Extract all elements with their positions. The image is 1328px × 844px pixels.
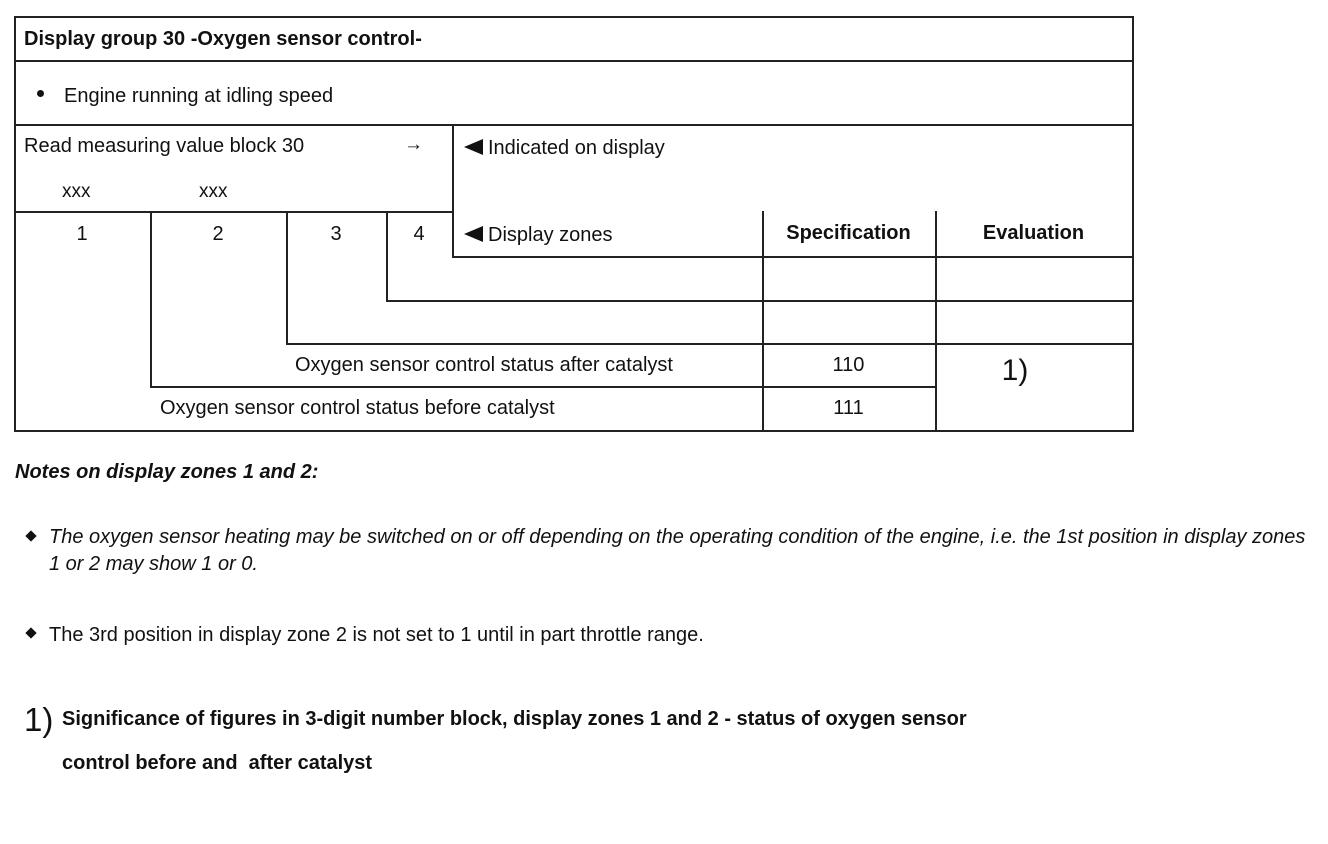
indicated-label: Indicated on display: [488, 137, 665, 159]
zone-4: 4: [413, 223, 425, 245]
right-arrow-icon: →: [404, 134, 423, 155]
zone-1: 1: [76, 223, 88, 245]
bullet-icon: [37, 90, 44, 97]
evaluation-header: Evaluation: [982, 222, 1085, 244]
left-triangle-icon: [464, 139, 483, 155]
table-title: Display group 30 -Oxygen sensor control-: [24, 28, 422, 50]
row-after-catalyst-label: Oxygen sensor control status after catalyst: [295, 354, 673, 376]
left-triangle-icon: [464, 226, 483, 242]
row-before-catalyst-label: Oxygen sensor control status before catalyst: [160, 397, 555, 419]
zone-2: 2: [212, 223, 224, 245]
diamond-bullet-icon: [25, 530, 36, 541]
operating-condition: Engine running at idling speed: [64, 85, 334, 107]
read-block-label: Read measuring value block 30: [24, 135, 305, 157]
indicated-on-display: [464, 137, 665, 160]
row-after-catalyst-spec: 110: [832, 354, 865, 376]
note-third-position: The 3rd position in display zone 2 is not set to 1 until in part throttle range.: [49, 624, 704, 646]
specification-header: Specification: [786, 222, 911, 244]
notes-heading: Notes on display zones 1 and 2:: [15, 461, 319, 483]
diamond-bullet-icon: [25, 627, 36, 638]
xxx-value-2: xxx: [199, 181, 228, 202]
row-before-catalyst-spec: 111: [833, 397, 864, 419]
footnote-marker: 1): [24, 701, 54, 738]
note-heating: The oxygen sensor heating may be switched on or off depending on the operating condition of the engine, i.e. the 1st position in display zones 1 or 2 may show 1 or 0.: [49, 526, 1306, 575]
display-zones-header: [464, 224, 613, 247]
footnote-line-1: Significance of figures in 3-digit number block, display zones 1 and 2 - status of oxygen sensor: [62, 708, 967, 730]
xxx-value-1: xxx: [62, 181, 91, 202]
footnote-line-2: control before and after catalyst: [62, 752, 373, 774]
zone-3: 3: [330, 223, 342, 245]
evaluation-reference: 1): [1001, 354, 1029, 387]
display-zones-label: Display zones: [488, 224, 613, 246]
